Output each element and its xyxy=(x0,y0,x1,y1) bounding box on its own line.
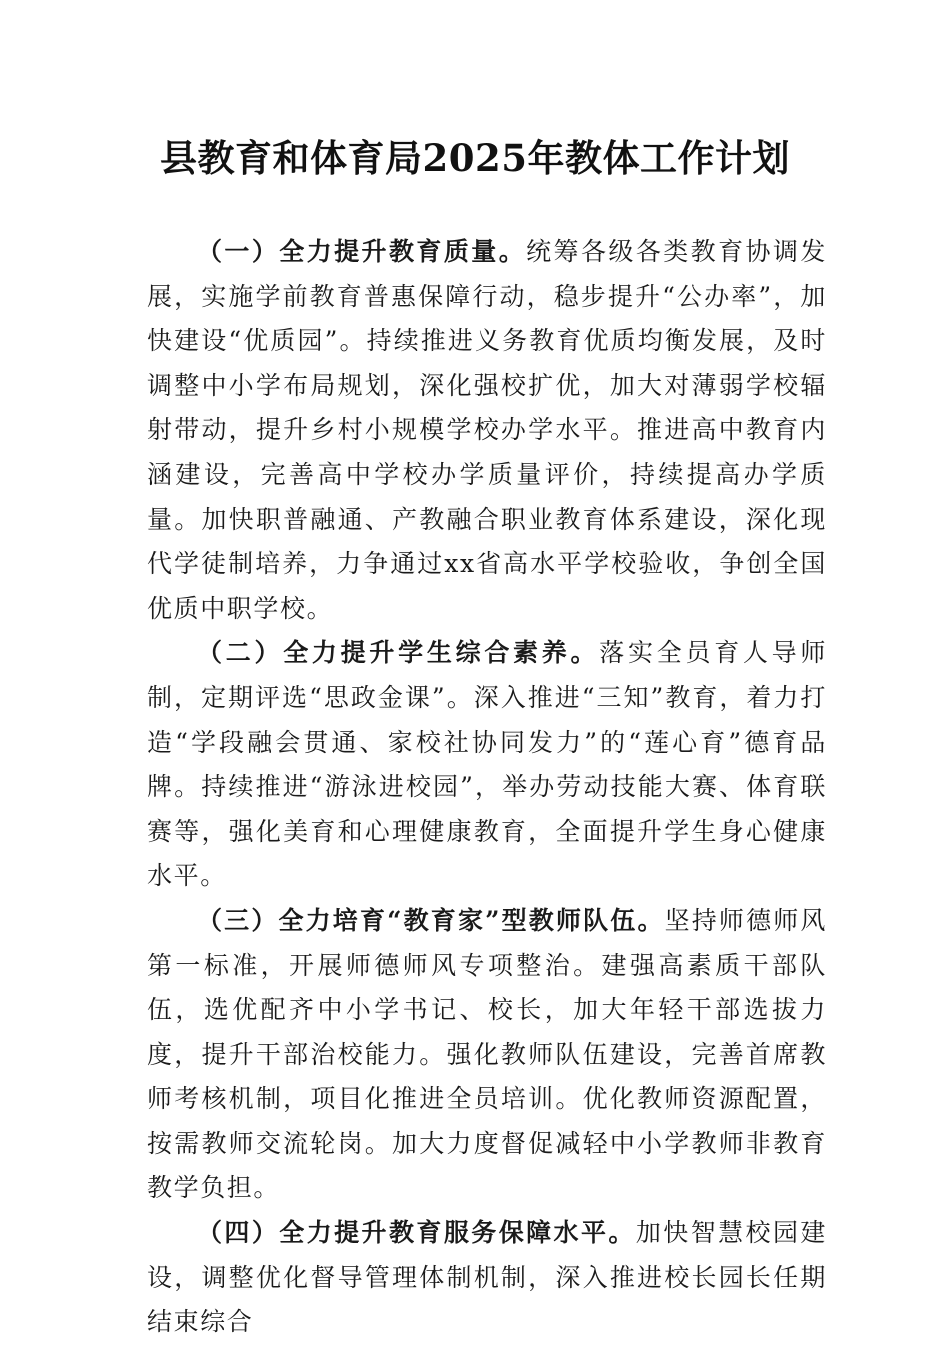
paragraph-2-heading: （二）全力提升学生综合素养。 xyxy=(197,638,600,668)
paragraph-3 xyxy=(147,899,827,1211)
paragraph-4-text: 加快智慧校园建设，调整优化督导管理体制机制，深入推进校长园长任期结束综合 xyxy=(147,1218,828,1337)
paragraph-1-text: 统筹各级各类教育协调发展，实施学前教育普惠保障行动，稳步提升“公办率”，加快建设“优质园”。持续推进义务教育优质均衡发展，及时调整中小学布局规划，深化强校扩优，加大对薄弱学校辐射带动，提升乡村小规模学校办学水平。推进高中教育内涵建设，完善高中学校办学质量评价，持续提高办学质量。加快职普融通、产教融合职业教育体系建设，深化现代学徒制培养，力争通过xx省高水平学校验收，争创全国优质中职学校。 xyxy=(147,237,827,623)
document-title: 县教育和体育局2025年教体工作计划 xyxy=(160,136,790,180)
paragraph-1-heading: （一）全力提升教育质量。 xyxy=(197,237,527,266)
paragraph-2-text: 落实全员育人导师制，定期评选“思政金课”。深入推进“三知”教育，着力打造“学段融会贯通、家校社协同发力”的“莲心育”德育品牌。持续推进“游泳进校园”，举办劳动技能大赛、体育联赛等，强化美育和心理健康教育，全面提升学生身心健康水平。 xyxy=(147,638,827,891)
paragraph-4-heading: （四）全力提升教育服务保障水平。 xyxy=(197,1218,636,1248)
paragraph-1 xyxy=(147,230,827,631)
document-body xyxy=(147,230,827,1345)
paragraph-3-heading: （三）全力培育“教育家”型教师队伍。 xyxy=(197,905,665,935)
paragraph-2 xyxy=(147,631,827,899)
paragraph-3-text: 坚持师德师风第一标准，开展师德师风专项整治。建强高素质干部队伍，选优配齐中小学书记、校长，加大年轻干部选拔力度，提升干部治校能力。强化教师队伍建设，完善首席教师考核机制，项目化推进全员培训。优化教师资源配置，按需教师交流轮岗。加大力度督促减轻中小学教师非教育教学负担。 xyxy=(147,905,827,1203)
paragraph-4 xyxy=(147,1211,827,1345)
